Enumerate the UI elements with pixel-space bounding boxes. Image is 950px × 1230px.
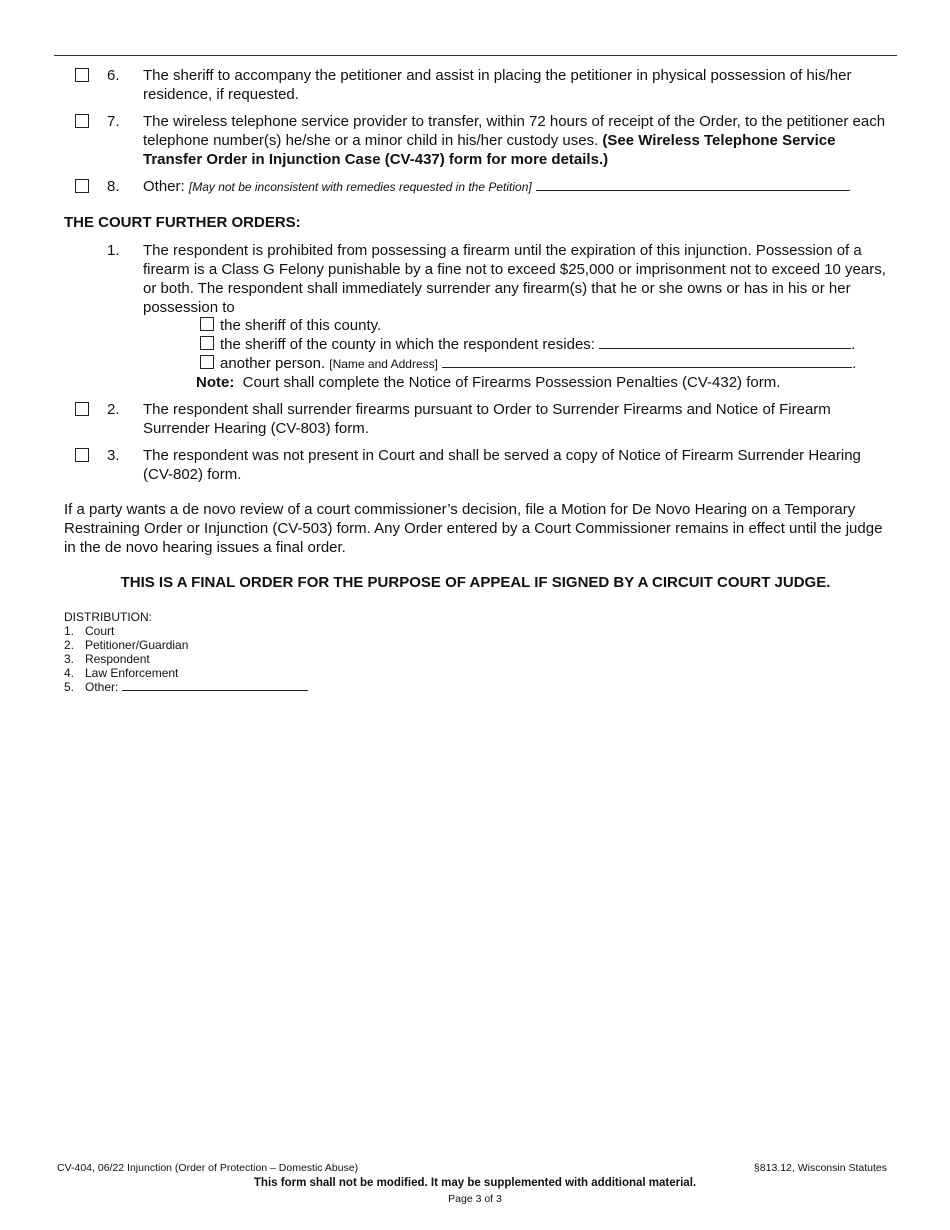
order-3-text: The respondent was not present in Court and shall be served a copy of Notice of Firearm Surrender Hearing (CV-802) form. [143, 447, 861, 483]
item-6-number: 6. [107, 67, 120, 84]
surrender-option-1: the sheriff of this county. [220, 317, 382, 334]
page-number: Page 3 of 3 [448, 1193, 502, 1205]
item-8-text [143, 177, 888, 197]
item-8-other-line[interactable] [536, 190, 850, 191]
surrender-another-person-checkbox[interactable] [200, 355, 214, 369]
note-text: Court shall complete the Notice of Firearms Possession Penalties (CV-432) form. [242, 374, 781, 391]
form-id: CV-404, 06/22 Injunction (Order of Protection – Domestic Abuse) [57, 1162, 359, 1174]
distribution-item-label: Law Enforcement [85, 666, 179, 680]
distribution-item-label: Court [85, 624, 115, 638]
item-7-reference: (See Wireless Telephone Service Transfer Order in Injunction Case (CV-437) form for more details.) [143, 132, 836, 168]
distribution-item [64, 680, 308, 694]
distribution-item-label: Other: [85, 680, 119, 694]
order-2-checkbox[interactable] [75, 402, 89, 416]
item-7-text [143, 112, 888, 169]
distribution-item-number: 1. [64, 624, 75, 638]
order-3-number: 3. [107, 447, 120, 464]
distribution-item [64, 652, 150, 666]
surrender-option-3: another person. [220, 355, 326, 372]
distribution-item [64, 638, 188, 652]
distribution-item-number: 4. [64, 666, 75, 680]
order-2-number: 2. [107, 401, 120, 418]
distribution-item-number: 2. [64, 638, 75, 652]
surrender-option-2: the sheriff of the county in which the respondent resides: [220, 336, 595, 353]
distribution-item-number: 3. [64, 652, 75, 666]
item-7-number: 7. [107, 113, 120, 130]
item-8-number: 8. [107, 178, 120, 195]
item-7-body: The wireless telephone service provider to transfer, within 72 hours of receipt of the Order, to the petitioner each telephone number(s) he/she or a minor child in his/her custody uses. [143, 113, 886, 149]
distribution-item [64, 666, 178, 680]
item-6-text: The sheriff to accompany the petitioner and assist in placing the petitioner in physical possession of his/her residence, if requested. [143, 67, 852, 103]
surrender-sheriff-resident-county-checkbox[interactable] [200, 336, 214, 350]
note-label: Note: [196, 374, 235, 391]
order-2-text: The respondent shall surrender firearms pursuant to Order to Surrender Firearms and Notice of Firearm Surrender Hearing (CV-803) form. [143, 401, 831, 437]
resident-county-line[interactable] [599, 348, 851, 349]
court-further-orders-heading: THE COURT FURTHER ORDERS: [64, 214, 301, 231]
distribution-item [64, 624, 114, 638]
form-notice: This form shall not be modified. It may be supplemented with additional material. [253, 1177, 697, 1189]
statute-reference: §813.12, Wisconsin Statutes [753, 1162, 887, 1174]
item-8-checkbox[interactable] [75, 179, 89, 193]
name-address-hint: [Name and Address] [329, 357, 438, 371]
top-divider [54, 55, 897, 56]
surrender-sheriff-this-county-checkbox[interactable] [200, 317, 214, 331]
item-8-label: Other: [143, 178, 185, 195]
order-1-number: 1. [107, 242, 120, 259]
firearms-note [196, 373, 780, 392]
final-order-statement: THIS IS A FINAL ORDER FOR THE PURPOSE OF APPEAL IF SIGNED BY A CIRCUIT COURT JUDGE. [120, 574, 831, 591]
item-8-hint: [May not be inconsistent with remedies requested in the Petition] [188, 180, 532, 194]
name-address-line[interactable] [442, 367, 852, 368]
item-7-checkbox[interactable] [75, 114, 89, 128]
order-1-text: The respondent is prohibited from possessing a firearm until the expiration of this injunction. Possession of a firearm is a Class G Felony punishable by a fine not to exceed $25,000 or imprisonment not to exceed 10 years, or both. The respondent shall immediately surrender any firearm(s) that he or she owns or has in his or her possession to [143, 242, 886, 316]
order-3-checkbox[interactable] [75, 448, 89, 462]
de-novo-paragraph: If a party wants a de novo review of a court commissioner’s decision, file a Motion for De Novo Hearing on a Temporary Restraining Order or Injunction (CV-503) form. Any Order entered by a Court Commissioner remains in effect until the judge in the de novo hearing issues a final order. [64, 501, 883, 556]
distribution-title: DISTRIBUTION: [64, 610, 153, 624]
distribution-item-number: 5. [64, 680, 75, 694]
surrender-option-3-row: another person. [Name and Address] . [220, 355, 857, 372]
item-6-checkbox[interactable] [75, 68, 89, 82]
distribution-other-line[interactable] [122, 690, 308, 691]
distribution-item-label: Petitioner/Guardian [85, 638, 189, 652]
distribution-item-label: Respondent [85, 652, 150, 666]
surrender-option-2-row: the sheriff of the county in which the respondent resides: . [220, 336, 856, 353]
